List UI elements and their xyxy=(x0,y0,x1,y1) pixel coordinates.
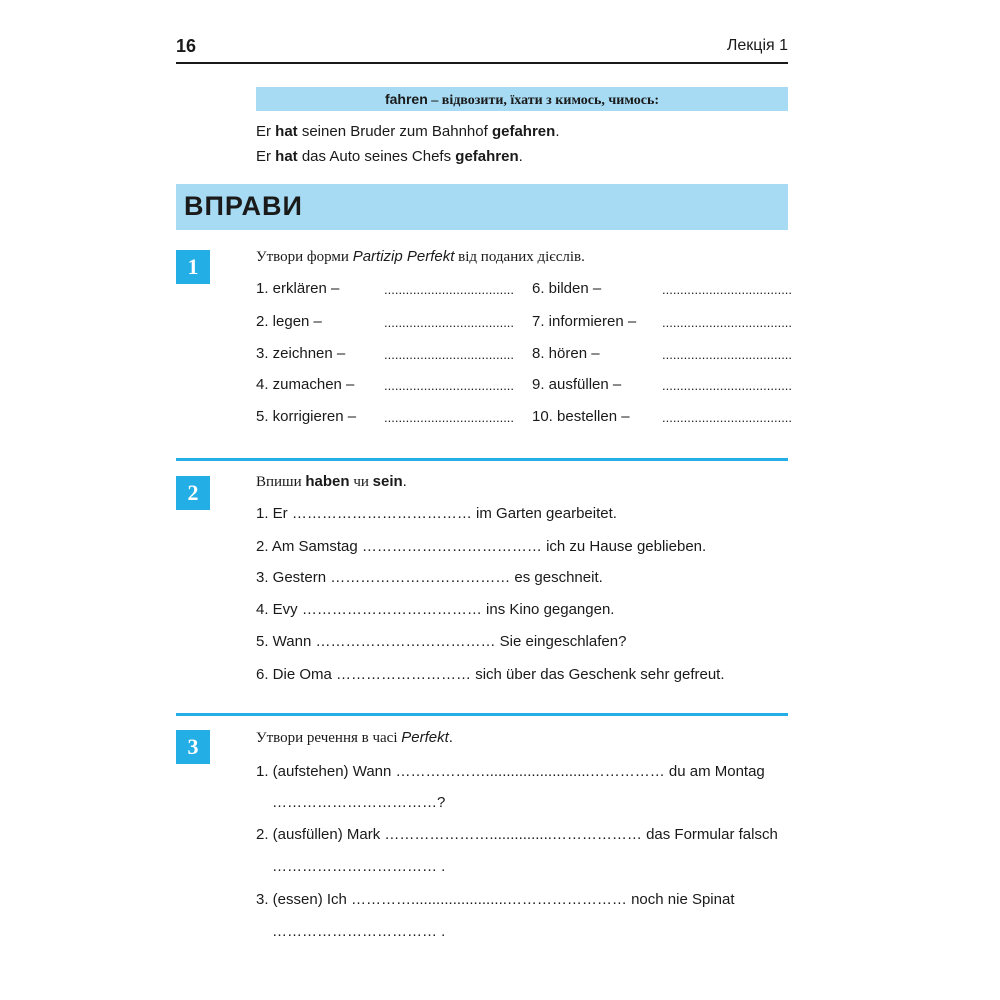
sentence-end: Sie eingeschlafen? xyxy=(499,633,627,650)
sentence-start: 3. (essen) Ich xyxy=(256,891,347,908)
example-sentence-2 xyxy=(256,147,523,167)
sentence-start: 3. Gestern xyxy=(256,569,327,586)
example-punct: . xyxy=(518,148,523,165)
textbook-page xyxy=(176,30,793,990)
answer-blank[interactable]: .................................... xyxy=(384,315,515,330)
transform-sentence-line xyxy=(256,763,765,780)
sentence-start: 5. Wann xyxy=(256,633,312,650)
answer-blank[interactable]: .................................... xyxy=(662,315,793,330)
sentence-start: 4. Evy xyxy=(256,601,298,618)
verb-item: 10. bestellen – xyxy=(532,408,630,425)
sentence-end: noch nie Spinat xyxy=(631,891,735,908)
example-text: seinen Bruder zum Bahnhof xyxy=(297,123,492,140)
instruction-text: Утвори форми xyxy=(256,249,353,265)
sentence-end: das Formular falsch xyxy=(646,826,778,843)
answer-blank[interactable]: .................................... xyxy=(384,282,515,297)
sentence-end: sich über das Geschenk sehr gefreut. xyxy=(475,666,725,683)
example-participle: gefahren xyxy=(491,123,556,140)
instruction-text: від поданих дієслів. xyxy=(454,249,585,265)
answer-blank[interactable]: .................................... xyxy=(662,410,793,425)
answer-blank[interactable]: .................................... xyxy=(384,347,515,362)
example-participle: gefahren xyxy=(455,148,519,165)
answer-blank[interactable]: .................................... xyxy=(662,378,793,393)
exercise-number-badge: 1 xyxy=(176,250,210,284)
section-divider xyxy=(176,713,788,716)
answer-blank[interactable]: .................................... xyxy=(662,347,793,362)
answer-blank[interactable]: ……………….........................…………… xyxy=(395,763,665,780)
verb-item: 1. erklären – xyxy=(256,280,340,297)
fill-sentence xyxy=(256,538,706,555)
sentence-end: ich zu Hause geblieben. xyxy=(546,538,707,555)
example-aux: hat xyxy=(275,123,298,140)
exercise2-instruction xyxy=(256,473,407,491)
verb-item: 7. informieren – xyxy=(532,313,637,330)
answer-blank[interactable]: …………………...............……………… xyxy=(384,826,642,843)
answer-blank[interactable]: ……………………………… xyxy=(301,601,482,618)
verb-item: 2. legen – xyxy=(256,313,322,330)
answer-blank[interactable]: ……………………………… xyxy=(330,569,511,586)
example-text: Er xyxy=(256,123,276,140)
answer-blank[interactable]: ………….......................…………………… xyxy=(351,891,627,908)
verb-item: 8. hören – xyxy=(532,345,600,362)
section-divider xyxy=(176,458,788,461)
verb-item: 4. zumachen – xyxy=(256,376,355,393)
example-text: das Auto seines Chefs xyxy=(297,148,456,165)
lecture-title: Лекція 1 xyxy=(726,37,788,54)
verb-item: 9. ausfüllen – xyxy=(532,376,622,393)
sentence-end: ins Kino gegangen. xyxy=(486,601,615,618)
exercise3-instruction xyxy=(256,729,453,747)
grammar-note-box xyxy=(256,87,788,111)
section-header-band xyxy=(176,184,788,230)
exercise-number-badge: 3 xyxy=(176,730,210,764)
exercise-number-badge: 2 xyxy=(176,476,210,510)
sentence-start: 1. Er xyxy=(256,505,288,522)
answer-blank[interactable]: ……………………………… xyxy=(315,633,496,650)
instruction-text: Впиши xyxy=(256,474,306,490)
grammar-meaning: – відвозити, їхати з кимось, чимось: xyxy=(431,93,660,108)
instruction-text: . xyxy=(448,729,453,746)
instruction-term: haben xyxy=(305,473,350,490)
instruction-term: Perfekt xyxy=(401,729,449,746)
section-title: ВПРАВИ xyxy=(184,191,303,221)
sentence-end: es geschneit. xyxy=(514,569,603,586)
verb-item: 6. bilden – xyxy=(532,280,602,297)
answer-blank-line[interactable]: …………………………… . xyxy=(272,923,446,940)
fill-sentence xyxy=(256,666,725,683)
sentence-start: 2. (ausfüllen) Mark xyxy=(256,826,381,843)
sentence-end: du am Montag xyxy=(668,763,765,780)
sentence-start: 6. Die Oma xyxy=(256,666,332,683)
page-number: 16 xyxy=(176,36,197,56)
transform-sentence-line xyxy=(256,826,778,843)
example-aux: hat xyxy=(275,148,298,165)
fill-sentence xyxy=(256,633,626,650)
answer-blank[interactable]: .................................... xyxy=(384,410,515,425)
answer-blank[interactable]: .................................... xyxy=(662,282,793,297)
grammar-verb: fahren xyxy=(384,91,428,107)
sentence-start: 2. Am Samstag xyxy=(256,538,358,555)
example-text: Er xyxy=(256,148,276,165)
instruction-text: . xyxy=(402,473,407,490)
answer-blank[interactable]: ……………………………… xyxy=(361,538,542,555)
transform-sentence-line xyxy=(256,891,735,908)
exercise1-instruction xyxy=(256,248,585,266)
instruction-text: чи xyxy=(349,474,373,490)
instruction-term: sein xyxy=(372,473,403,490)
answer-blank[interactable]: ……………………… xyxy=(336,666,472,683)
example-punct: . xyxy=(555,123,560,140)
answer-blank-line[interactable]: …………………………… . xyxy=(272,858,446,875)
fill-sentence xyxy=(256,505,617,522)
answer-blank[interactable]: ……………………………… xyxy=(291,505,472,522)
verb-item: 5. korrigieren – xyxy=(256,408,357,425)
fill-sentence xyxy=(256,601,614,618)
answer-blank-line[interactable]: ……………………………? xyxy=(272,794,446,811)
page-header xyxy=(176,30,788,64)
answer-blank[interactable]: .................................... xyxy=(384,378,515,393)
sentence-start: 1. (aufstehen) Wann xyxy=(256,763,392,780)
instruction-term: Partizip Perfekt xyxy=(352,248,455,265)
sentence-end: im Garten gearbeitet. xyxy=(476,505,617,522)
fill-sentence xyxy=(256,569,603,586)
verb-item: 3. zeichnen – xyxy=(256,345,346,362)
instruction-text: Утвори речення в часі xyxy=(256,730,402,746)
example-sentence-1 xyxy=(256,122,560,142)
